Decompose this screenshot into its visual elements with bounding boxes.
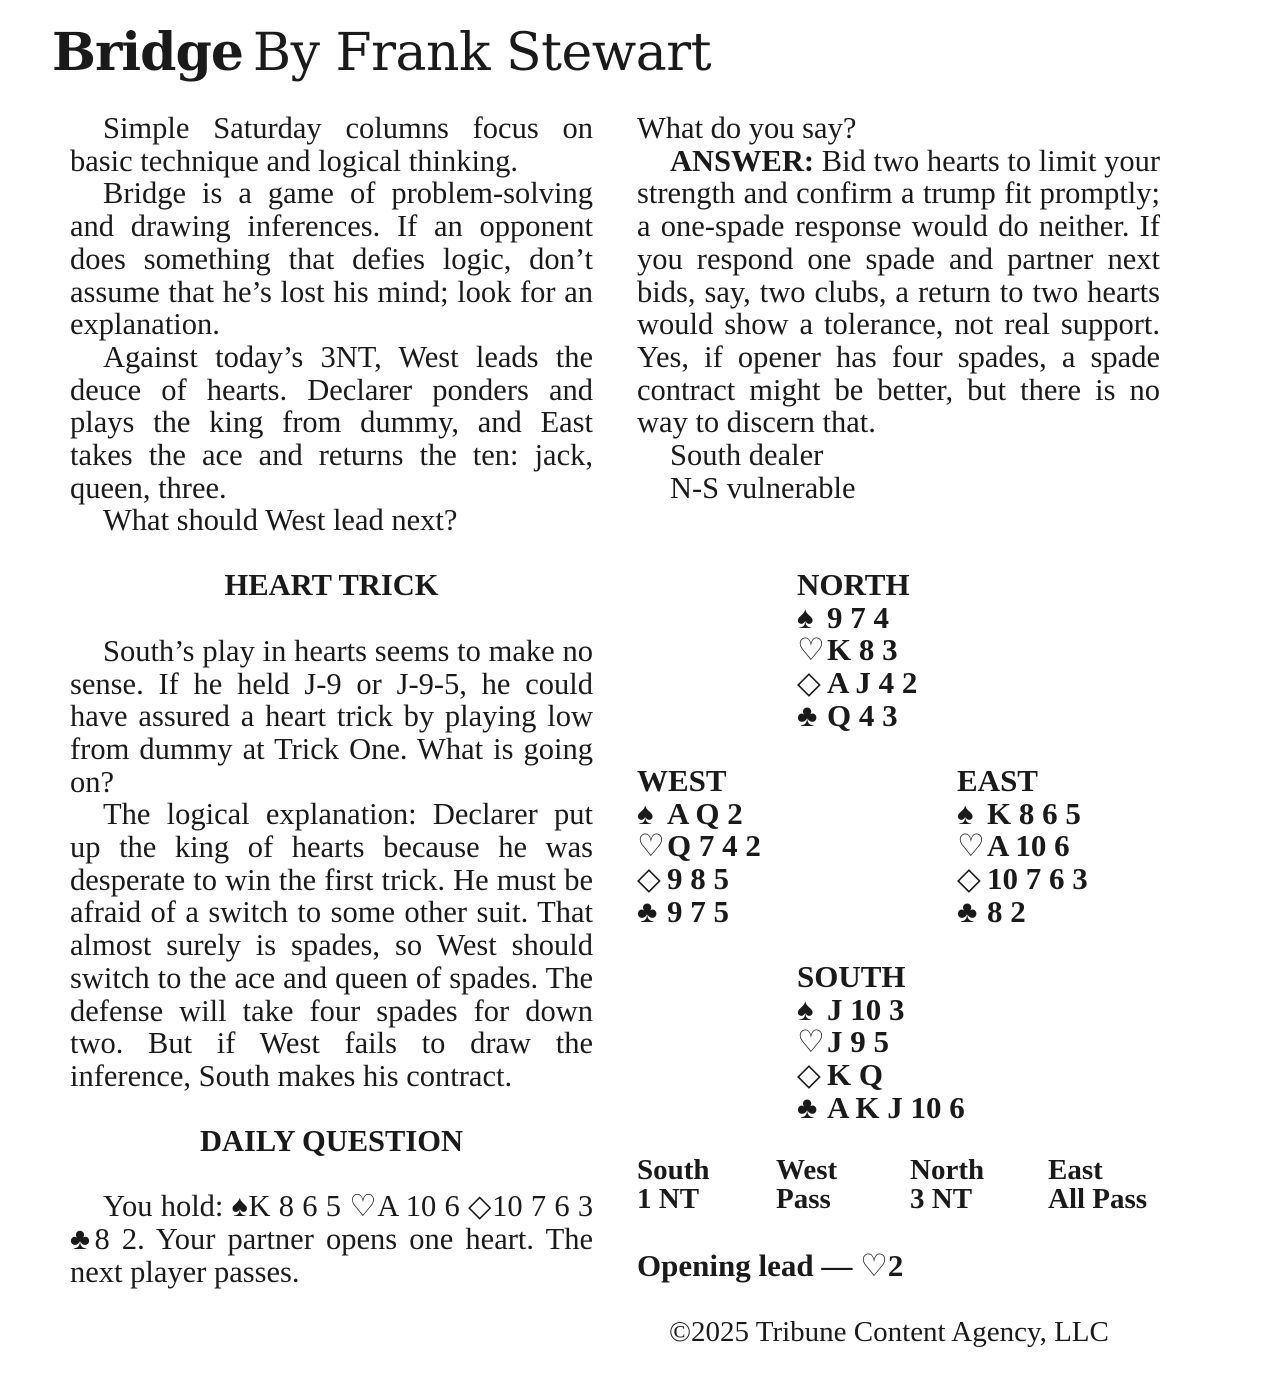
heart-icon: ♡	[860, 1248, 888, 1283]
answer-label: ANSWER:	[670, 143, 815, 178]
diamond-icon: ◇	[797, 665, 821, 701]
question-lead: You hold:	[103, 1189, 224, 1224]
bid-column-north	[910, 1156, 984, 1214]
opening-lead-label: Opening lead —	[637, 1248, 853, 1283]
club-icon: ♣	[637, 893, 658, 929]
heart-icon: ♡	[957, 828, 985, 864]
bid-call: All Pass	[1048, 1183, 1148, 1215]
south-hearts: J 9 5	[827, 1024, 889, 1060]
hand-south-label: SOUTH	[797, 959, 906, 994]
bid-call: 3 NT	[910, 1183, 973, 1215]
question-end: What do you say?	[637, 111, 857, 145]
west-hearts: Q 7 4 2	[667, 828, 761, 864]
opening-lead	[637, 1248, 903, 1284]
intro-paragraph-3: Against today’s 3NT, West leads the deuce of hearts. Declarer ponders and plays the king from dummy, and East takes the ace and returns the ten: jack, queen, three.	[70, 339, 593, 505]
bid-call: 1 NT	[637, 1183, 700, 1215]
west-clubs: 9 7 5	[667, 893, 729, 929]
club-icon: ♣	[957, 893, 978, 929]
north-clubs: Q 4 3	[827, 697, 898, 733]
bid-column-west	[776, 1156, 837, 1214]
title-bridge: Bridge	[52, 22, 243, 83]
bid-call: Pass	[776, 1183, 831, 1215]
page-title	[52, 22, 711, 92]
question-paragraph	[70, 1190, 593, 1288]
diamond-icon: ◇	[797, 1057, 821, 1093]
heart-icon: ♡	[797, 632, 825, 668]
west-spades: A Q 2	[667, 795, 743, 831]
body-paragraph-1: South’s play in hearts seems to make no sense. If he held J-9 or J-9-5, he could have assured a heart trick by playing low from dummy at Trick One. What is going on?	[70, 633, 593, 799]
heart-icon: ♡	[797, 1024, 825, 1060]
south-diamonds: K Q	[827, 1057, 883, 1093]
intro-paragraph-1: Simple Saturday columns focus on basic technique and logical thinking.	[70, 111, 593, 178]
hand-west	[637, 765, 761, 929]
hand-south	[797, 961, 965, 1125]
hand-north	[797, 569, 917, 733]
spade-icon: ♠	[797, 991, 814, 1027]
south-clubs: A K J 10 6	[827, 1089, 965, 1125]
hand-east	[957, 765, 1088, 929]
left-column	[70, 112, 593, 1289]
dealer-line: South dealer	[670, 438, 824, 473]
club-icon: ♣	[797, 697, 818, 733]
bid-player: South	[637, 1154, 710, 1186]
heart-icon: ♡	[349, 1189, 378, 1224]
bid-column-south	[637, 1156, 710, 1214]
question-diamonds: 10 7 6 3	[492, 1189, 594, 1224]
hand-north-label: NORTH	[797, 567, 910, 602]
club-icon: ♣	[70, 1222, 95, 1257]
answer-text: Bid two hearts to limit your strength and confirm a trump fit promptly; a one-spade response would do neither. If you respond one spade and partner next bids, say, two clubs, a return to two hearts would show a tolerance, not real support. Yes, if opener has four spades, a spade contract might be better, but there is no way to discern that.	[637, 143, 1160, 440]
title-byline: By Frank Stewart	[252, 23, 712, 83]
east-hearts: A 10 6	[987, 828, 1070, 864]
spade-icon: ♠	[957, 795, 974, 831]
club-icon: ♣	[797, 1089, 818, 1125]
question-spades: K 8 6 5	[248, 1189, 341, 1224]
north-hearts: K 8 3	[827, 632, 898, 668]
east-spades: K 8 6 5	[987, 795, 1081, 831]
spade-icon: ♠	[797, 599, 814, 635]
heading-daily-question: DAILY QUESTION	[199, 1123, 463, 1158]
opening-lead-card: 2	[887, 1248, 904, 1283]
diamond-icon: ◇	[637, 861, 661, 897]
heading-heart-trick: HEART TRICK	[224, 568, 439, 603]
north-diamonds: A J 4 2	[827, 665, 918, 701]
north-spades: 9 7 4	[827, 599, 889, 635]
heart-icon: ♡	[637, 828, 665, 864]
right-column	[637, 112, 1160, 504]
body-paragraph-2: The logical explanation: Declarer put up the king of hearts because he was desperate to win the first trick. He must be afraid of a switch to some other suit. That almost surely is spades, so West should switch to the ace and queen of spades. The defense will take four spades for down two. But if West fails to draw the inference, South makes his contract.	[70, 797, 593, 1093]
question-clubs-rest: 8 2. Your partner opens one heart. The next player passes.	[70, 1222, 593, 1289]
bid-player: East	[1048, 1154, 1103, 1186]
bid-player: North	[910, 1154, 985, 1186]
east-diamonds: 10 7 6 3	[987, 861, 1088, 897]
hand-east-label: EAST	[957, 763, 1038, 798]
spade-icon: ♠	[231, 1189, 249, 1224]
east-clubs: 8 2	[987, 893, 1026, 929]
diamond-icon: ◇	[468, 1189, 493, 1224]
west-diamonds: 9 8 5	[667, 861, 729, 897]
bid-column-east	[1048, 1156, 1147, 1214]
copyright: ©2025 Tribune Content Agency, LLC	[669, 1316, 1109, 1348]
spade-icon: ♠	[637, 795, 654, 831]
hand-west-label: WEST	[637, 763, 727, 798]
question-hearts: A 10 6	[377, 1189, 460, 1224]
vulnerability-line: N-S vulnerable	[670, 470, 856, 505]
intro-paragraph-4: What should West lead next?	[103, 503, 458, 538]
answer-paragraph	[637, 145, 1160, 439]
south-spades: J 10 3	[827, 991, 905, 1027]
diamond-icon: ◇	[957, 861, 981, 897]
intro-paragraph-2: Bridge is a game of problem-solving and drawing inferences. If an opponent does something that defies logic, don’t assume that he’s lost his mind; look for an explanation.	[70, 176, 593, 342]
bid-player: West	[776, 1154, 838, 1186]
